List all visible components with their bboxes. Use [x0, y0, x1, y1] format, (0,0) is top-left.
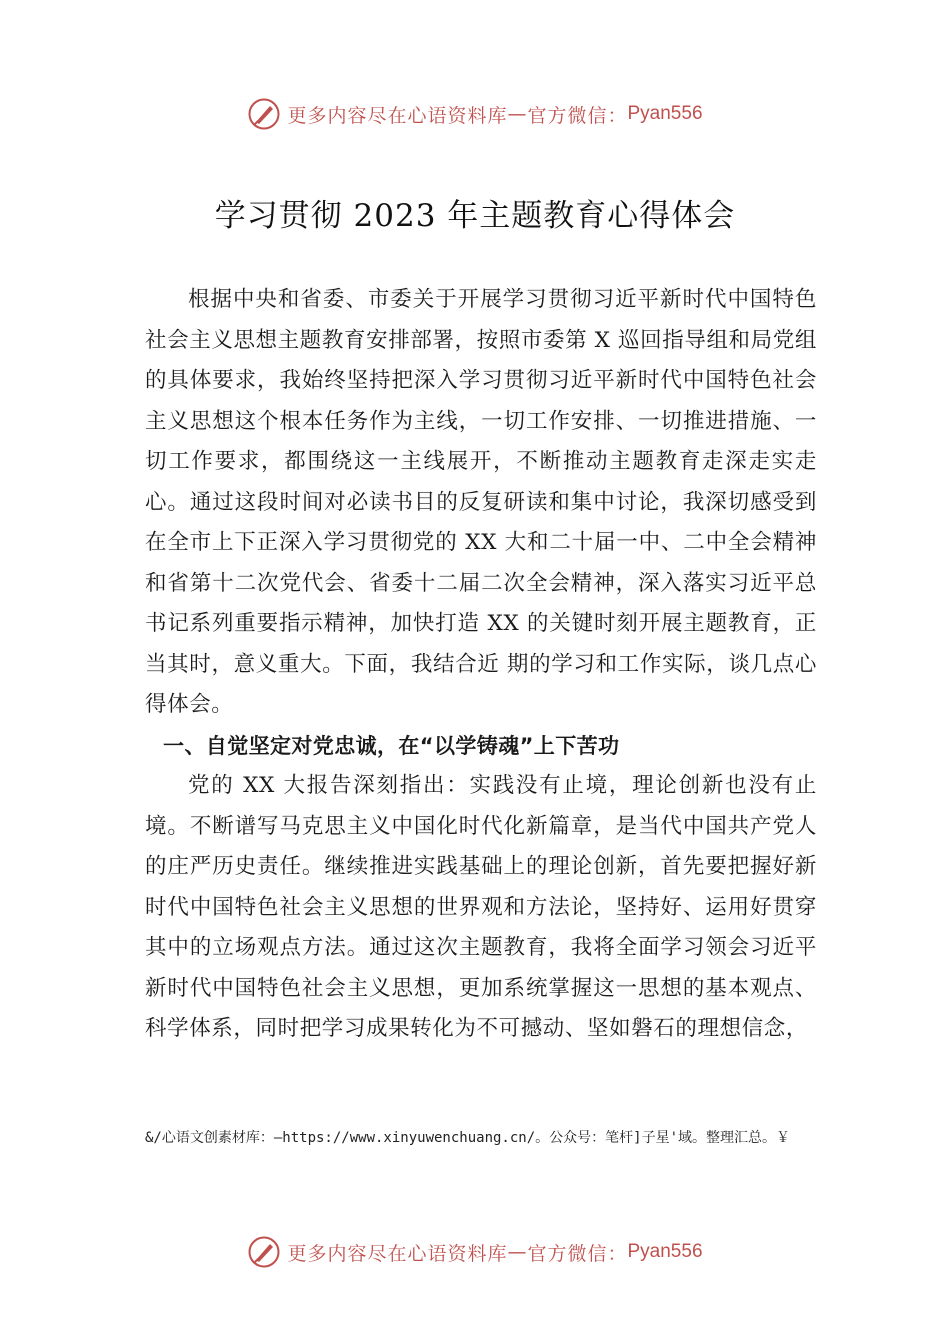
quill-pen-icon [247, 97, 281, 131]
banner-wechat-label: 官方微信： [527, 1242, 628, 1265]
footer-banner [0, 1232, 950, 1272]
document-title: 学习贯彻 2023 年主题教育心得体会 [214, 198, 736, 234]
banner-text: 更多内容尽在心语资料库 [287, 104, 508, 127]
header-banner [0, 94, 950, 134]
banner-wechat-id: Pyan556 [627, 1241, 703, 1262]
banner-wechat-id: Pyan556 [627, 103, 703, 124]
quill-pen-icon [247, 1235, 281, 1269]
banner-wechat-label: 官方微信： [527, 104, 628, 127]
section-paragraph: 党的 XX 大报告深刻指出：实践没有止境，理论创新也没有止境。不断谱写马克思主义中国化时代化新篇章，是当代中国共产党人的庄严历史责任。继续推进实践基础上的理论创新，首先要把握好新时代中国特色社会主义思想的世界观和方法论，坚持好、运用好贯穿其中的立场观点方法。通过这次主题教育，我将全面学习领会习近平新时代中国特色社会主义思想，更加系统掌握这一思想的基本观点、科学体系，同时把学习成果转化为不可撼动、坚如磐石的理想信念， [145, 773, 817, 1041]
intro-paragraph: 根据中央和省委、市委关于开展学习贯彻习近平新时代中国特色社会主义思想主题教育安排部署，按照市委第 X 巡回指导组和局党组的具体要求，我始终坚持把深入学习贯彻习近平新时代中国特色社会主义思想这个根本任务作为主线，一切工作安排、一切推进措施、一切工作要求，都围绕这一主线展开，不断推动主题教育走深走实走心。通过这段时间对必读书目的反复研读和集中讨论，我深切感受到在全市上下正深入学习贯彻党的 XX 大和二十届一中、二中全会精神和省第十二次党代会、省委十二届二次全会精神，深入落实习近平总书记系列重要指示精神，加快打造 XX 的关键时刻开展主题教育，正当其时，意义重大。下面，我结合近 期的学习和工作实际，谈几点心得体会。 [145, 287, 817, 717]
source-note: &/心语文创素材库：—https://www.xinyuwenchuang.cn/。公众号：笔杆]子星'域。整理汇总。￥ [145, 1130, 791, 1146]
banner-separator: — [507, 103, 528, 125]
banner-text: 更多内容尽在心语资料库 [287, 1242, 508, 1265]
banner-separator: — [507, 1241, 528, 1263]
document-body [145, 280, 817, 1050]
section-heading: 一、自觉坚定对党忠诚，在“以学铸魂”上下苦功 [163, 733, 620, 758]
